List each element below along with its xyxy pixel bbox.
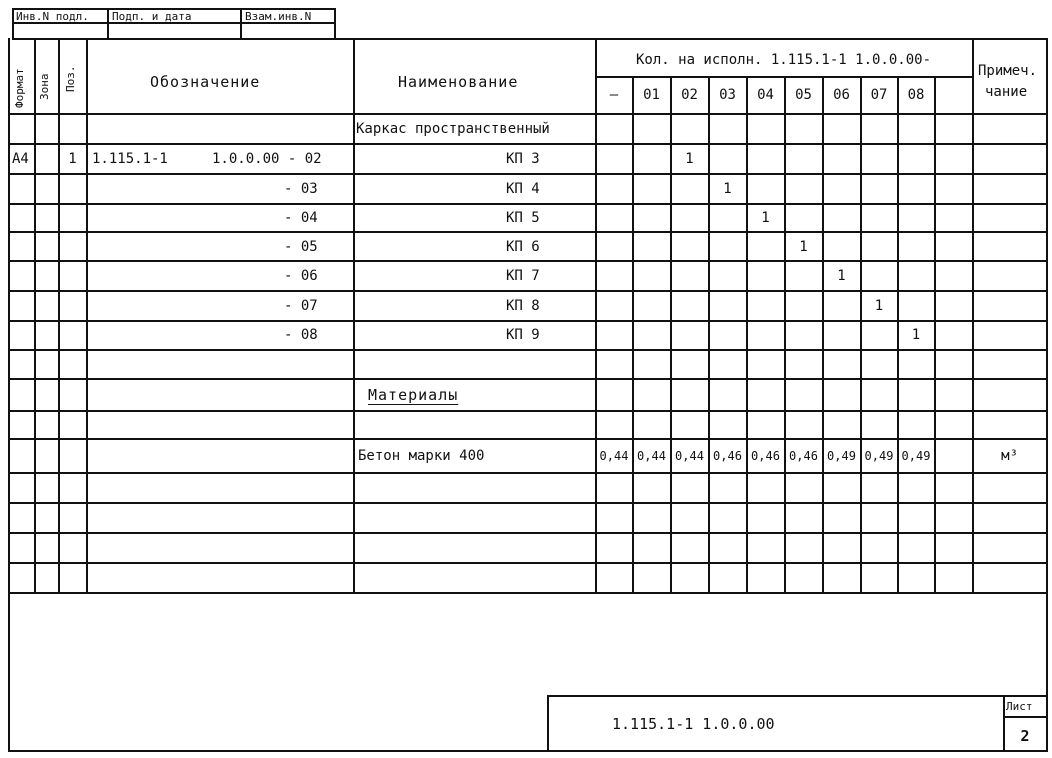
row-qty: 1 bbox=[685, 151, 694, 167]
col-line bbox=[746, 76, 748, 594]
row-line bbox=[8, 173, 1048, 175]
column-header: 05 bbox=[795, 87, 812, 103]
row-format: А4 bbox=[12, 151, 29, 167]
column-header: 02 bbox=[681, 87, 698, 103]
row-name: КП 6 bbox=[506, 239, 540, 255]
row-line bbox=[8, 410, 1048, 412]
row-line bbox=[8, 113, 1048, 115]
row-oboz-prefix: 1.115.1-1 bbox=[92, 151, 168, 167]
frame-top bbox=[12, 38, 1048, 40]
concrete-value: 0,49 bbox=[864, 449, 894, 463]
row-line bbox=[8, 143, 1048, 145]
column-header: 08 bbox=[907, 87, 925, 103]
section-title: Каркас пространственный bbox=[356, 121, 550, 137]
concrete-value: 0,44 bbox=[637, 449, 666, 463]
header-primech-2: чание bbox=[985, 84, 1028, 100]
concrete-value: 0,44 bbox=[599, 449, 629, 463]
row-qty: 1 bbox=[761, 210, 770, 226]
titleblock-line bbox=[1003, 716, 1048, 718]
row-line bbox=[8, 438, 1048, 440]
header-kol-title: Кол. на исполн. 1.115.1-1 1.0.0.00- bbox=[636, 52, 932, 68]
col-line bbox=[972, 38, 974, 594]
frame-left bbox=[8, 38, 10, 752]
column-header: 01 bbox=[643, 87, 660, 103]
column-header: 06 bbox=[833, 87, 850, 103]
row-line bbox=[8, 320, 1048, 322]
row-line bbox=[8, 592, 1048, 594]
row-line bbox=[8, 260, 1048, 262]
col-line bbox=[632, 76, 634, 594]
header-poz: Поз. bbox=[64, 65, 77, 92]
concrete-value: 0,46 bbox=[789, 449, 818, 463]
titleblock-line bbox=[547, 695, 549, 752]
col-line bbox=[708, 76, 710, 594]
concrete-unit: м³ bbox=[1001, 448, 1018, 464]
col-line bbox=[784, 76, 786, 594]
col-line bbox=[822, 76, 824, 594]
header-naimenovanie: Наименование bbox=[398, 73, 519, 91]
row-line bbox=[8, 203, 1048, 205]
row-line bbox=[8, 502, 1048, 504]
column-header: — bbox=[609, 87, 619, 103]
row-line bbox=[8, 231, 1048, 233]
titleblock-sheet-number: 2 bbox=[1020, 727, 1030, 745]
titleblock-line bbox=[547, 695, 1048, 697]
row-name: КП 7 bbox=[506, 268, 540, 284]
stamp-inv-podl: Инв.N подл. bbox=[16, 10, 89, 23]
materials-title: Материалы bbox=[368, 386, 459, 404]
row-oboznachenie: - 08 bbox=[284, 327, 318, 343]
row-line bbox=[8, 378, 1048, 380]
row-line bbox=[8, 349, 1048, 351]
row-line bbox=[8, 290, 1048, 292]
row-oboznachenie: - 07 bbox=[284, 298, 318, 314]
col-line bbox=[353, 38, 355, 594]
col-line bbox=[595, 38, 597, 594]
column-header: 03 bbox=[719, 87, 736, 103]
row-oboznachenie: - 04 bbox=[284, 210, 318, 226]
row-oboznachenie: - 05 bbox=[284, 239, 318, 255]
row-poz: 1 bbox=[68, 151, 77, 167]
row-line bbox=[8, 562, 1048, 564]
row-oboznachenie: - 03 bbox=[284, 181, 318, 197]
row-name: КП 5 bbox=[506, 210, 540, 226]
column-header: 07 bbox=[870, 87, 888, 103]
row-name: КП 3 bbox=[506, 151, 540, 167]
row-qty: 1 bbox=[911, 327, 921, 343]
col-line bbox=[860, 76, 862, 594]
concrete-value: 0,49 bbox=[827, 449, 856, 463]
frame-right bbox=[1046, 38, 1048, 752]
row-qty: 1 bbox=[874, 298, 884, 314]
col-line bbox=[86, 38, 88, 594]
titleblock-designation: 1.115.1-1 1.0.0.00 bbox=[612, 715, 775, 733]
titleblock-sheet-label: Лист bbox=[1006, 700, 1033, 713]
row-name: КП 4 bbox=[506, 181, 540, 197]
header-subline bbox=[595, 76, 973, 78]
frame-bottom bbox=[8, 750, 1048, 752]
stamp-vzam-inv: Взам.инв.N bbox=[245, 10, 312, 23]
concrete-value: 0,49 bbox=[901, 449, 931, 463]
row-oboznachenie: 1.0.0.00 - 02 bbox=[212, 151, 322, 167]
row-oboznachenie: - 06 bbox=[284, 268, 318, 284]
concrete-value: 0,44 bbox=[675, 449, 704, 463]
column-header: 04 bbox=[757, 87, 774, 103]
stamp-podp-data: Подп. и дата bbox=[112, 10, 192, 23]
col-line bbox=[934, 76, 936, 594]
header-primech-1: Примеч. bbox=[978, 63, 1038, 79]
col-line bbox=[58, 38, 60, 594]
row-line bbox=[8, 472, 1048, 474]
header-format: Формат bbox=[13, 68, 26, 108]
row-qty: 1 bbox=[799, 239, 808, 255]
row-qty: 1 bbox=[837, 268, 846, 284]
concrete-value: 0,46 bbox=[751, 449, 780, 463]
row-qty: 1 bbox=[723, 181, 732, 197]
concrete-value: 0,46 bbox=[713, 449, 742, 463]
row-name: КП 8 bbox=[506, 298, 540, 314]
concrete-name: Бетон марки 400 bbox=[358, 448, 485, 464]
row-line bbox=[8, 532, 1048, 534]
col-line bbox=[34, 38, 36, 594]
row-name: КП 9 bbox=[506, 327, 540, 343]
header-zona: Зона bbox=[38, 73, 51, 100]
header-oboznachenie: Обозначение bbox=[150, 73, 261, 91]
